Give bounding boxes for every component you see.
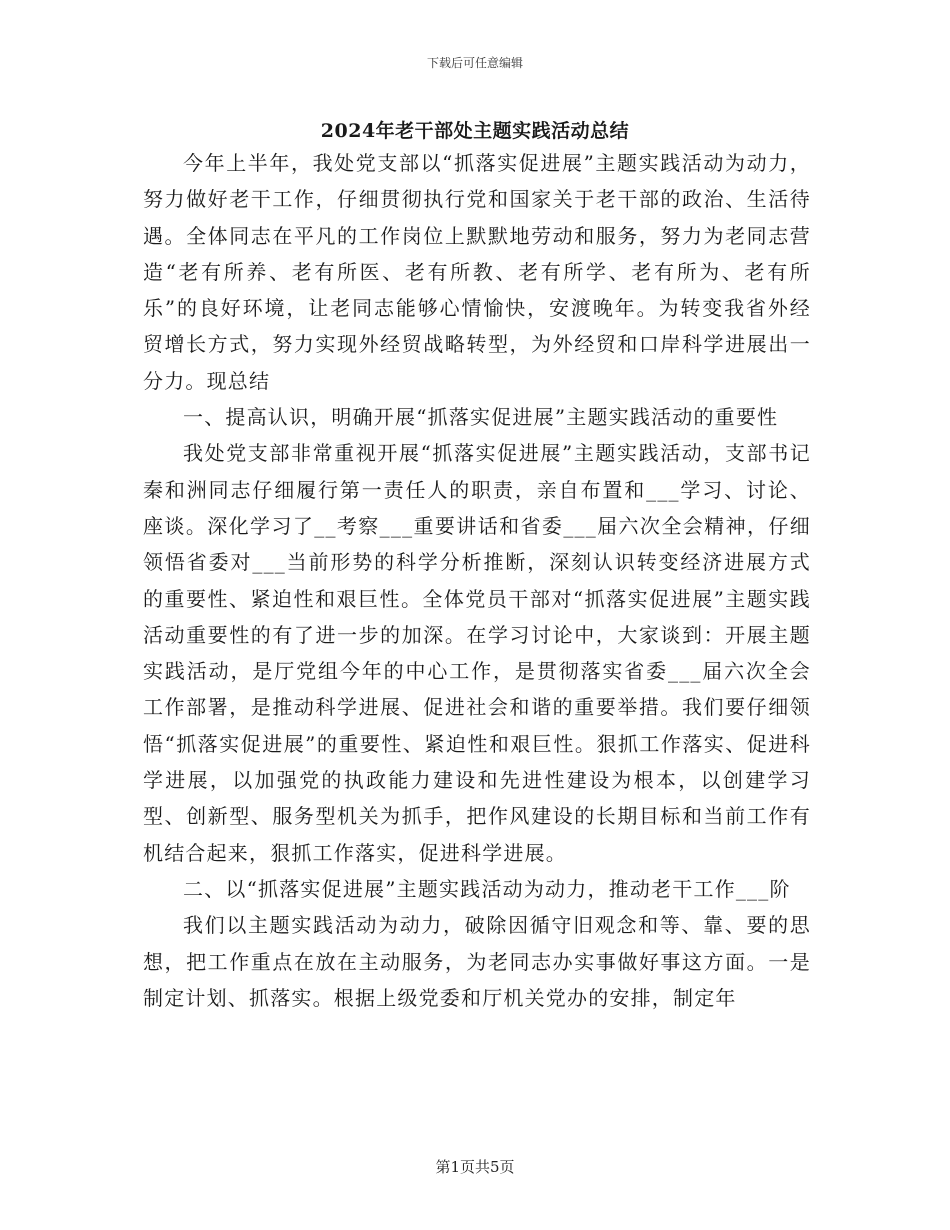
paragraph-section-2: 我们以主题实践活动为动力，破除因循守旧观念和等、靠、要的思想，把工作重点在放在主动服务，为老同志办实事做好事这方面。一是制定计划、抓落实。根据上级党委和厅机关党办的安排，制定年	[143, 913, 811, 1010]
document-body	[143, 145, 811, 1016]
document-title: 2024年老干部处主题实践活动总结	[320, 120, 630, 142]
page-number: 第1页共5页	[435, 1158, 515, 1176]
section-heading-1: 一、提高认识，明确开展“抓落实促进展”主题实践活动的重要性	[183, 405, 779, 430]
paragraph-intro: 今年上半年，我处党支部以“抓落实促进展”主题实践活动为动力，努力做好老干工作，仔细贯彻执行党和国家关于老干部的政治、生活待遇。全体同志在平凡的工作岗位上默默地劳动和服务，努力为老同志营造“老有所养、老有所医、老有所教、老有所学、老有所为、老有所乐”的良好环境，让老同志能够心情愉快，安渡晚年。为转变我省外经贸增长方式，努力实现外经贸战略转型，为外经贸和口岸科学进展出一分力。现总结	[143, 151, 811, 393]
section-heading-2: 二、以“抓落实促进展”主题实践活动为动力，推动老干工作___阶	[183, 876, 791, 901]
header-note: 下载后可任意编辑	[426, 56, 523, 70]
paragraph-section-1: 我处党支部非常重视开展“抓落实促进展”主题实践活动，支部书记秦和洲同志仔细履行第一责任人的职责，亲自布置和___学习、讨论、座谈。深化学习了__考察___重要讲话和省委___届六次全会精神，仔细领悟省委对___当前形势的科学分析推断，深刻认识转变经济进展方式的重要性、紧迫性和艰巨性。全体党员干部对“抓落实促进展”主题实践活动重要性的有了进一步的加深。在学习讨论中，大家谈到：开展主题实践活动，是厅党组今年的中心工作，是贯彻落实省委___届六次全会工作部署，是推动科学进展、促进社会和谐的重要举措。我们要仔细领悟“抓落实促进展”的重要性、紧迫性和艰巨性。狠抓工作落实、促进科学进展，以加强党的执政能力建设和先进性建设为根本，以创建学习型、创新型、服务型机关为抓手，把作风建设的长期目标和当前工作有机结合起来，狠抓工作落实，促进科学进展。	[143, 441, 811, 865]
